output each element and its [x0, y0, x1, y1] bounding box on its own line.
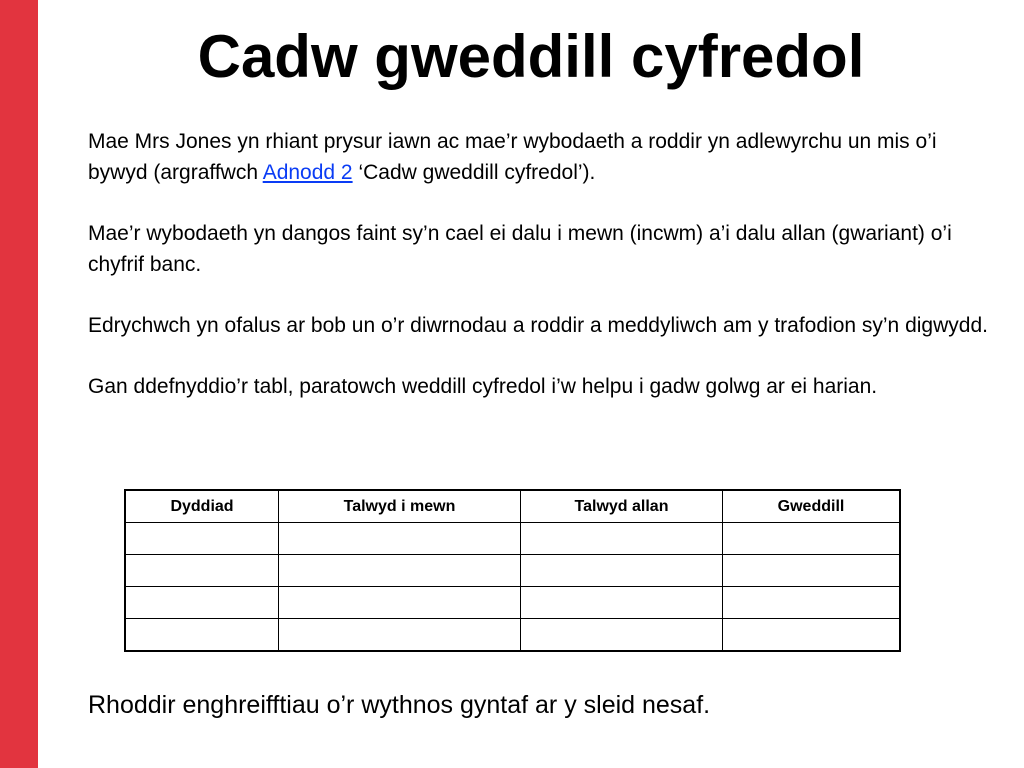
running-balance-table [124, 489, 901, 652]
paragraph-intro-text-end: ‘Cadw gweddill cyfredol’). [352, 161, 596, 184]
table-cell[interactable] [723, 523, 901, 555]
table-row [125, 523, 900, 555]
table-cell[interactable] [521, 587, 723, 619]
table-cell[interactable] [279, 523, 521, 555]
accent-side-bar [0, 0, 38, 768]
table-cell[interactable] [125, 619, 279, 652]
table-cell[interactable] [279, 619, 521, 652]
table-cell[interactable] [125, 555, 279, 587]
table-row [125, 555, 900, 587]
table-cell[interactable] [723, 587, 901, 619]
table-cell[interactable] [521, 523, 723, 555]
table-header-row [125, 490, 900, 523]
table-row [125, 619, 900, 652]
table-cell[interactable] [125, 587, 279, 619]
paragraph-info: Mae’r wybodaeth yn dangos faint sy’n cael ei dalu i mewn (incwm) a’i dalu allan (gwariant) o’i chyfrif banc. [88, 222, 952, 276]
footer-note: Rhoddir enghreifftiau o’r wythnos gyntaf ar y sleid nesaf. [88, 691, 711, 719]
paragraph-task: Gan ddefnyddio’r tabl, paratowch weddill cyfredol i’w helpu i gadw golwg ar ei harian. [88, 375, 878, 398]
table-cell[interactable] [279, 587, 521, 619]
table-cell[interactable] [521, 619, 723, 652]
table-cell[interactable] [125, 523, 279, 555]
table-cell[interactable] [521, 555, 723, 587]
resource-2-link[interactable]: Adnodd 2 [262, 161, 353, 184]
table-cell[interactable] [279, 555, 521, 587]
header-paid-out: Talwyd allan [521, 490, 723, 523]
paragraph-look-carefully: Edrychwch yn ofalus ar bob un o’r diwrnodau a roddir a meddyliwch am y trafodion sy’n digwydd. [88, 314, 988, 337]
header-balance: Gweddill [723, 490, 901, 523]
slide-title: Cadw gweddill cyfredol [197, 23, 865, 90]
table-cell[interactable] [723, 619, 901, 652]
header-paid-in: Talwyd i mewn [279, 490, 521, 523]
paragraph-intro-text: Mae Mrs Jones yn rhiant prysur iawn ac mae’r wybodaeth a roddir yn adlewyrchu un mis o’i bywyd (argraffwch [88, 130, 937, 184]
table-row [125, 587, 900, 619]
running-balance-table-wrap [124, 489, 901, 652]
header-date: Dyddiad [125, 490, 279, 523]
instructions-body [88, 126, 988, 432]
table-cell[interactable] [723, 555, 901, 587]
paragraph-intro [88, 126, 988, 188]
